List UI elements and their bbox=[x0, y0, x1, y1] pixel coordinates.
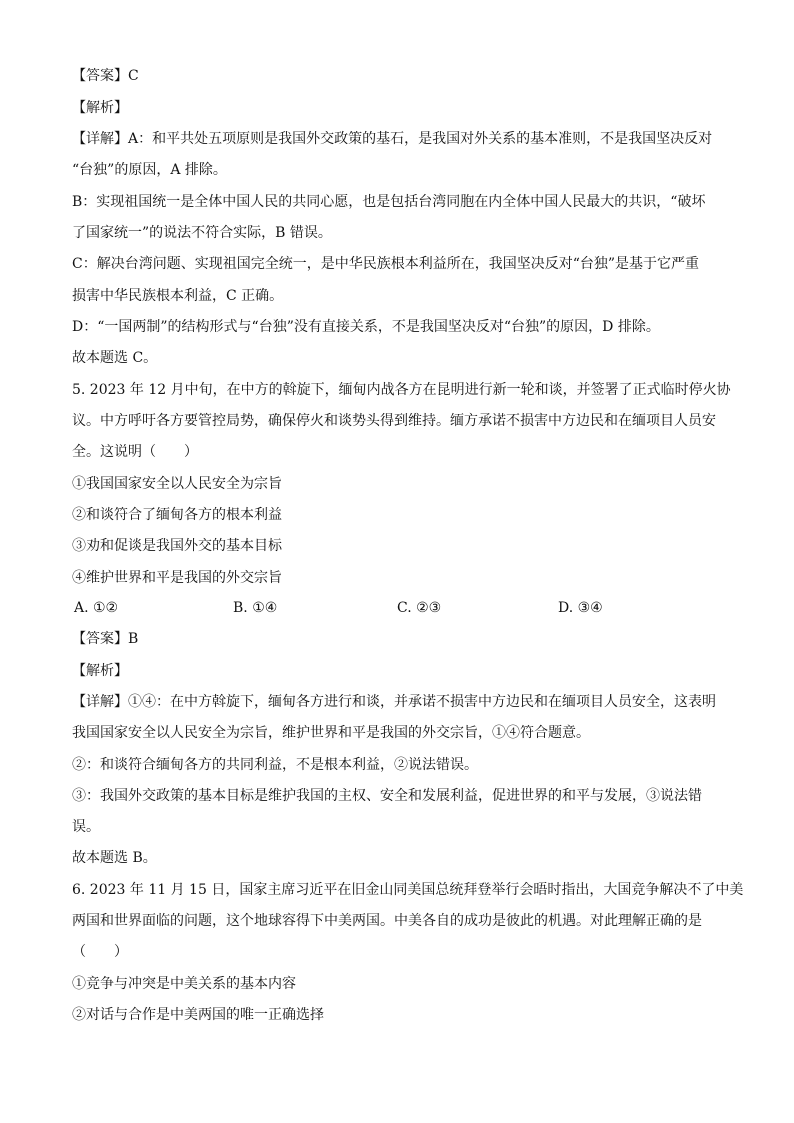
statement-item: ②对话与合作是中美两国的唯一正确选择 bbox=[72, 1007, 324, 1023]
explanation-line: D：“一国两制”的结构形式与“台独”没有直接关系，不是我国坚决反对“台独”的原因，D 排除。 bbox=[72, 319, 660, 335]
statement-item: ③劝和促谈是我国外交的基本目标 bbox=[72, 538, 282, 554]
explanation-line: 我国国家安全以人民安全为宗旨，维护世界和平是我国的外交宗旨，①④符合题意。 bbox=[72, 725, 590, 741]
option-a: A. ①② bbox=[74, 600, 119, 616]
conclusion-line: 故本题选 C。 bbox=[72, 350, 158, 366]
option-b: B. ①④ bbox=[233, 600, 278, 616]
statement-item: ①我国国家安全以人民安全为宗旨 bbox=[72, 476, 282, 492]
explanation-line: C：解决台湾问题、实现祖国完全统一，是中华民族根本利益所在，我国坚决反对“台独”是基于它严重 bbox=[72, 256, 700, 272]
answer-line: 【答案】B bbox=[72, 631, 139, 647]
explanation-line: ②：和谈符合缅甸各方的共同利益，不是根本利益，②说法错误。 bbox=[72, 757, 478, 773]
explanation-line: 【详解】①④：在中方斡旋下，缅甸各方进行和谈，并承诺不损害中方边民和在缅项目人员安全，这表明 bbox=[72, 694, 716, 710]
statement-item: ①竞争与冲突是中美关系的基本内容 bbox=[72, 976, 296, 992]
explanation-line: 误。 bbox=[72, 819, 100, 835]
explanation-line: 了国家统一”的说法不符合实际，B 错误。 bbox=[72, 225, 332, 241]
option-d: D. ③④ bbox=[558, 600, 603, 616]
analysis-heading: 【解析】 bbox=[72, 100, 128, 116]
question-stem: 议。中方呼吁各方要管控局势，确保停火和谈势头得到维持。缅方承诺不损害中方边民和在缅项目人员安 bbox=[72, 413, 716, 429]
statement-item: ②和谈符合了缅甸各方的根本利益 bbox=[72, 507, 282, 523]
explanation-line: “台独”的原因，A 排除。 bbox=[72, 162, 227, 178]
statement-item: ④维护世界和平是我国的外交宗旨 bbox=[72, 570, 282, 586]
question-stem: （ ） bbox=[72, 944, 128, 960]
analysis-heading: 【解析】 bbox=[72, 663, 128, 679]
conclusion-line: 故本题选 B。 bbox=[72, 850, 157, 866]
explanation-line: B：实现祖国统一是全体中国人民的共同心愿，也是包括台湾同胞在内全体中国人民最大的共识，“破坏 bbox=[72, 194, 706, 210]
explanation-line: 损害中华民族根本利益，C 正确。 bbox=[72, 288, 284, 304]
answer-line: 【答案】C bbox=[72, 68, 139, 84]
option-c: C. ②③ bbox=[397, 600, 442, 616]
question-stem: 5. 2023 年 12 月中旬，在中方的斡旋下，缅甸内战各方在昆明进行新一轮和谈，并签署了正式临时停火协 bbox=[72, 382, 731, 398]
question-stem: 两国和世界面临的问题，这个地球容得下中美两国。中美各自的成功是彼此的机遇。对此理解正确的是 bbox=[72, 913, 702, 929]
question-stem: 6. 2023 年 11 月 15 日，国家主席习近平在旧金山同美国总统拜登举行会晤时指出，大国竞争解决不了中美 bbox=[72, 882, 744, 898]
explanation-line: 【详解】A：和平共处五项原则是我国外交政策的基石，是我国对外关系的基本准则，不是我国坚决反对 bbox=[72, 131, 713, 147]
question-stem: 全。这说明（ ） bbox=[72, 444, 198, 460]
explanation-line: ③：我国外交政策的基本目标是维护我国的主权、安全和发展利益，促进世界的和平与发展，③说法错 bbox=[72, 788, 702, 804]
